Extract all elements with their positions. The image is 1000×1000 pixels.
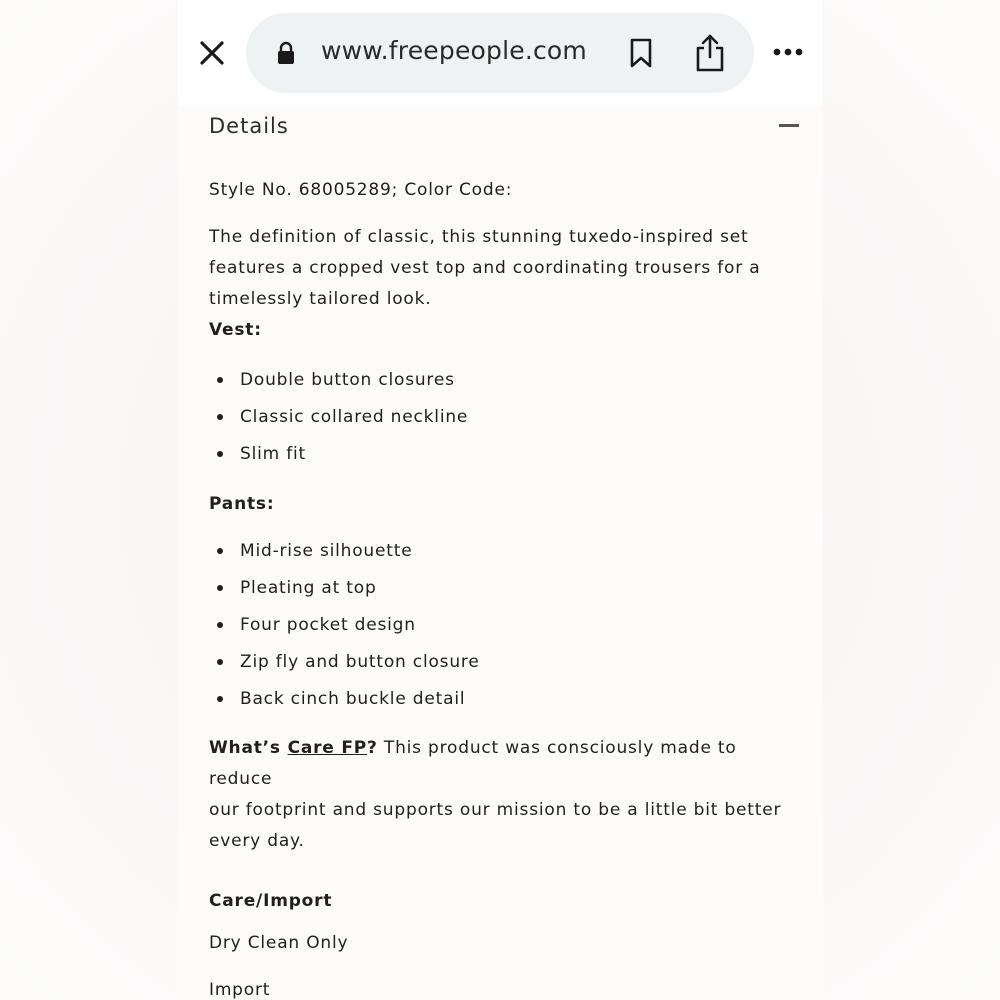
lock-icon — [276, 41, 296, 65]
share-icon[interactable] — [694, 33, 726, 73]
product-description — [209, 222, 799, 346]
close-icon[interactable] — [196, 37, 228, 69]
pants-label: Pants: — [209, 494, 275, 514]
description-line: The definition of classic, this stunning tuxedo-inspired set — [209, 227, 749, 247]
list-item: Pleating at top — [209, 576, 799, 600]
care-fp-line: every day. — [209, 831, 305, 851]
care-fp-text: This product was consciously made to reduce — [209, 738, 737, 789]
address-bar[interactable] — [246, 13, 754, 93]
vest-label: Vest: — [209, 320, 262, 340]
description-line: features a cropped vest top and coordinating trousers for a — [209, 258, 761, 278]
details-title: Details — [209, 114, 289, 138]
description-line: timelessly tailored look. — [209, 289, 432, 309]
care-fp-prefix: What’s — [209, 738, 288, 758]
list-item: Classic collared neckline — [209, 405, 799, 429]
list-item: Back cinch buckle detail — [209, 687, 799, 711]
list-item: Double button closures — [209, 368, 799, 392]
import-info: Import — [209, 980, 271, 1000]
care-fp-line: our footprint and supports our mission to be a little bit better — [209, 800, 782, 820]
more-icon[interactable] — [772, 44, 804, 60]
care-import-label: Care/Import — [209, 891, 333, 911]
vest-features — [209, 368, 799, 466]
care-fp-question: ? — [367, 738, 378, 758]
minus-icon[interactable] — [779, 124, 799, 127]
list-item: Zip fly and button closure — [209, 650, 799, 674]
list-item: Slim fit — [209, 442, 799, 466]
care-instructions: Dry Clean Only — [209, 933, 349, 953]
care-fp-line — [209, 733, 799, 795]
list-item: Four pocket design — [209, 613, 799, 637]
care-fp-paragraph — [209, 733, 799, 857]
pants-features — [209, 539, 799, 711]
url-text: www.freepeople.com — [321, 36, 587, 65]
browser-toolbar — [178, 0, 823, 106]
details-accordion-header[interactable] — [209, 112, 799, 152]
care-fp-link[interactable]: Care FP — [287, 738, 368, 758]
product-details — [209, 106, 799, 1000]
list-item: Mid-rise silhouette — [209, 539, 799, 563]
phone-screen — [178, 0, 823, 1000]
style-number: Style No. 68005289; Color Code: — [209, 180, 513, 200]
bookmark-icon[interactable] — [628, 37, 654, 69]
